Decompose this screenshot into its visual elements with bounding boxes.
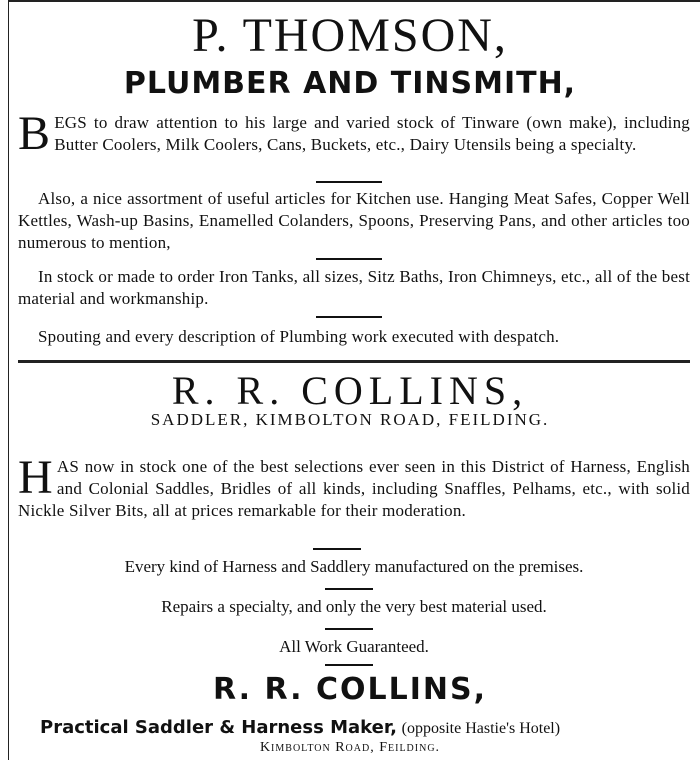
advert-divider-rule (18, 360, 690, 363)
thomson-paragraph-3-text: In stock or made to order Iron Tanks, all sizes, Sitz Baths, Iron Chimneys, etc., all of the best material and workmanship. (18, 267, 690, 308)
thomson-paragraph-4-text: Spouting and every description of Plumbing work executed with despatch. (38, 327, 560, 346)
collins-practical-location: (opposite Hastie's Hotel) (401, 720, 561, 737)
thomson-paragraph-1-text: EGS to draw attention to his large and varied stock of Tinware (own make), including Butter Coolers, Milk Coolers, Cans, Buckets, etc., Dairy Utensils being a specialty. (54, 113, 690, 154)
thomson-trade-heading: PLUMBER AND TINSMITH, (123, 66, 577, 101)
separator-rule (325, 628, 373, 630)
thomson-name-heading: P. THOMSON, (192, 9, 508, 62)
collins-address-line: SADDLER, KIMBOLTON ROAD, FEILDING. (150, 410, 550, 429)
collins-dropcap: H (18, 451, 53, 504)
collins-line-2: Repairs a specialty, and only the very best material used. (161, 597, 547, 616)
thomson-paragraph-2-text: Also, a nice assortment of useful articles for Kitchen use. Hanging Meat Safes, Copper Well Kettles, Wash-up Basins, Enamelled Colanders, Spoons, Preserving Pans, and other articles too numerous to mention, (18, 189, 690, 252)
thomson-paragraph-2 (18, 188, 690, 254)
separator-rule (325, 588, 373, 590)
collins-name-bold-heading: R. R. COLLINS, (212, 672, 488, 707)
separator-rule (313, 548, 361, 550)
collins-paragraph-1 (18, 451, 690, 522)
collins-name-heading: R. R. COLLINS, (171, 368, 529, 413)
separator-rule (325, 664, 373, 666)
separator-rule (316, 258, 382, 260)
thomson-dropcap: B (18, 107, 51, 160)
thomson-paragraph-4 (18, 326, 690, 348)
collins-paragraph-1-text: AS now in stock one of the best selections ever seen in this District of Harness, English and Colonial Saddles, Bridles of all kinds, including Snaffles, Pelhams, etc., with solid Nickle Silver Bits, all at prices remarkable for their moderation. (18, 457, 690, 520)
collins-line-1: Every kind of Harness and Saddlery manufactured on the premises. (124, 557, 584, 576)
collins-line-3: All Work Guaranteed. (279, 637, 429, 656)
thomson-paragraph-1 (18, 107, 690, 160)
separator-rule (316, 316, 382, 318)
thomson-paragraph-3 (18, 266, 690, 310)
top-border-rule (8, 0, 700, 2)
collins-footer-address: Kimbolton Road, Feilding. (259, 740, 441, 755)
collins-practical-title: Practical Saddler & Harness Maker, (40, 717, 397, 738)
separator-rule (316, 181, 382, 183)
